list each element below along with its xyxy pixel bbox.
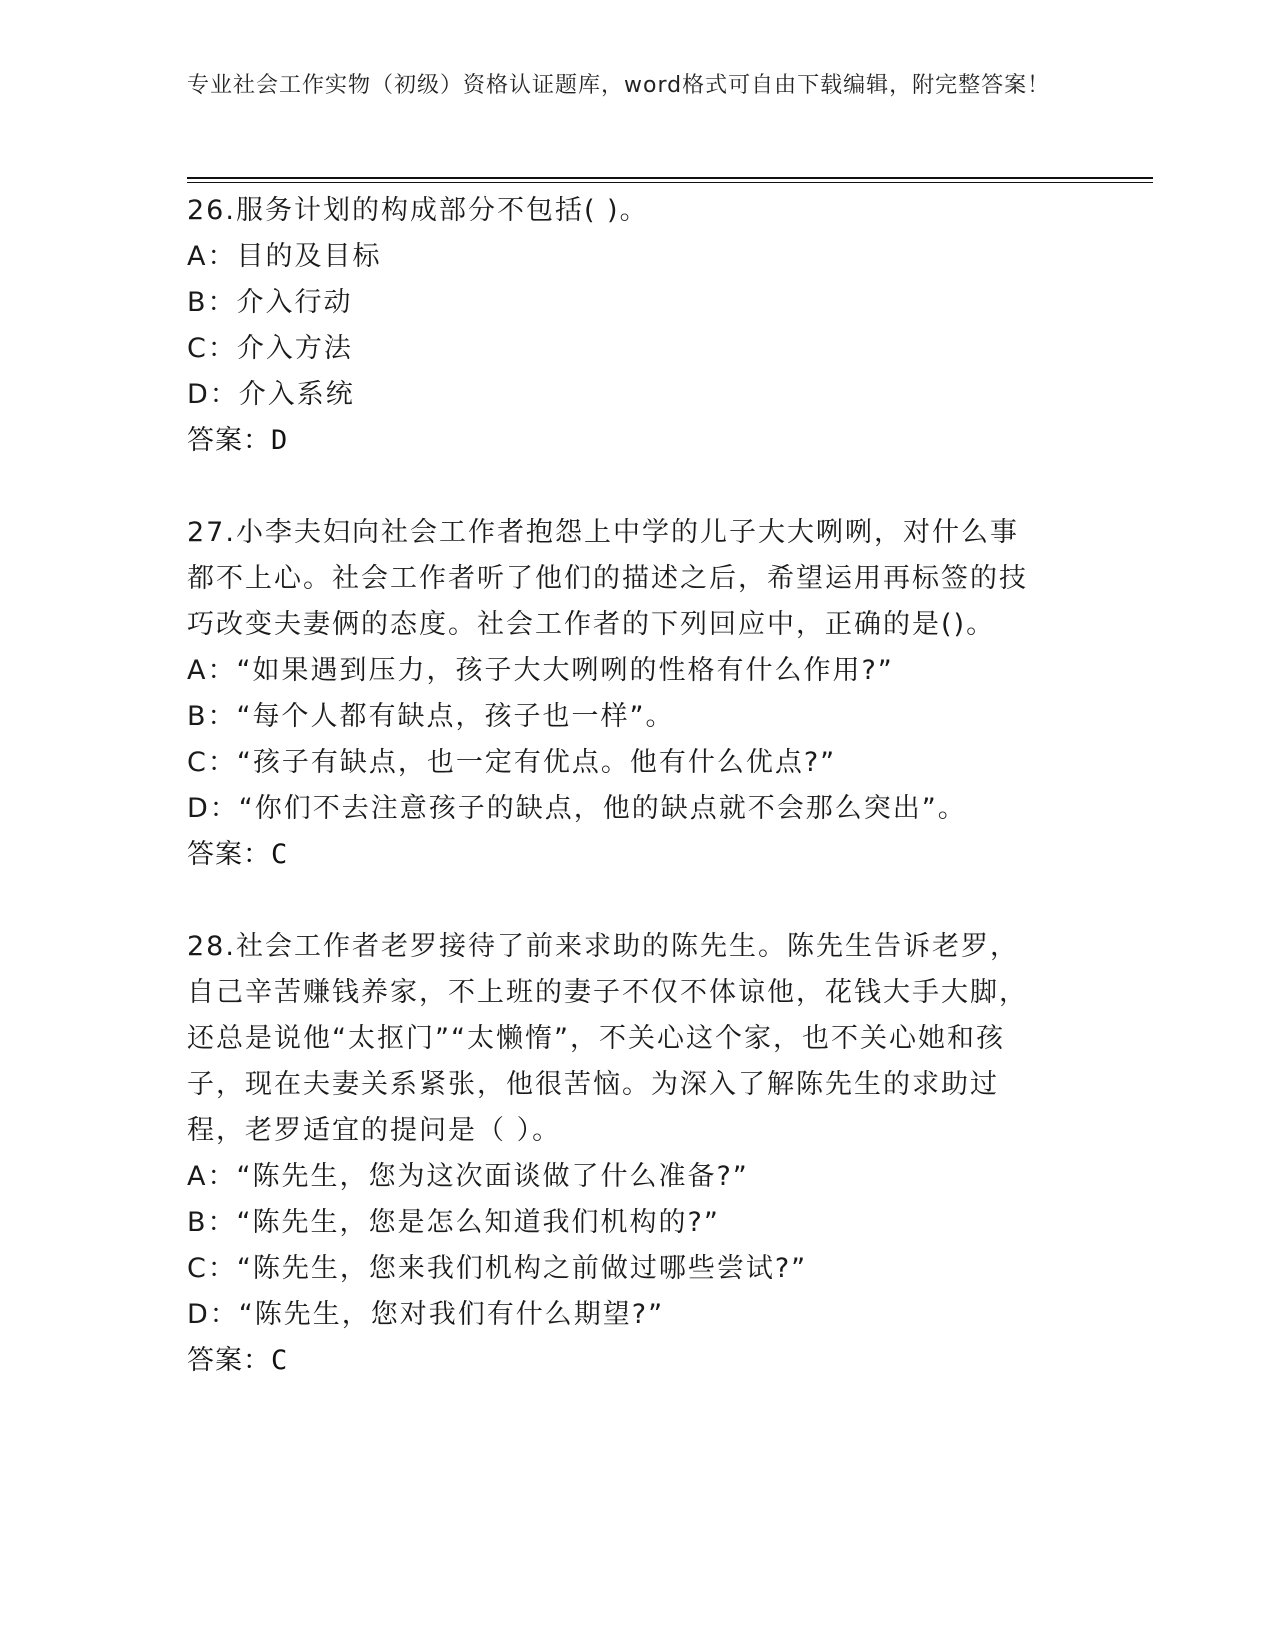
answer-value: D (271, 425, 289, 456)
question-text: 26.服务计划的构成部分不包括( )。 (187, 195, 649, 226)
option-b: B：“每个人都有缺点，孩子也一样”。 (187, 701, 675, 732)
option-d: D：“陈先生，您对我们有什么期望?” (187, 1299, 665, 1330)
answer-label: 答案： (187, 425, 271, 456)
page-header: 专业社会工作实物（初级）资格认证题库，word格式可自由下载编辑，附完整答案！ (187, 73, 1051, 98)
option-c: C：“孩子有缺点，也一定有优点。他有什么优点?” (187, 747, 837, 778)
option-b: B：“陈先生，您是怎么知道我们机构的?” (187, 1207, 720, 1238)
question-28 (187, 924, 1087, 1384)
question-spacer (187, 878, 1087, 924)
option-d: D：介入系统 (187, 379, 355, 410)
option-a: A：“陈先生，您为这次面谈做了什么准备?” (187, 1161, 749, 1192)
question-list (187, 188, 1087, 1384)
answer-line (187, 832, 1087, 878)
answer-value: C (271, 1345, 289, 1376)
option-a: A：目的及目标 (187, 241, 382, 272)
option-b: B：介入行动 (187, 287, 353, 318)
answer-line (187, 418, 1087, 464)
option-c: C：“陈先生，您来我们机构之前做过哪些尝试?” (187, 1253, 808, 1284)
question-26 (187, 188, 1087, 464)
header-rule-thin (187, 182, 1153, 183)
answer-line (187, 1338, 1087, 1384)
question-27 (187, 510, 1087, 878)
question-spacer (187, 464, 1087, 510)
header-rule-thick (187, 177, 1153, 179)
answer-value: C (271, 839, 289, 870)
option-d: D：“你们不去注意孩子的缺点，他的缺点就不会那么突出”。 (187, 793, 967, 824)
answer-label: 答案： (187, 1345, 271, 1376)
option-c: C：介入方法 (187, 333, 353, 364)
question-text: 27.小李夫妇向社会工作者抱怨上中学的儿子大大咧咧，对什么事都不上心。社会工作者听了他们的描述之后，希望运用再标签的技巧改变夫妻俩的态度。社会工作者的下列回应中，正确的是()。 (187, 517, 1028, 640)
answer-label: 答案： (187, 839, 271, 870)
question-text: 28.社会工作者老罗接待了前来求助的陈先生。陈先生告诉老罗，自己辛苦赚钱养家，不上班的妻子不仅不体谅他，花钱大手大脚，还总是说他“太抠门”“太懒惰”，不关心这个家，也不关心她和孩子，现在夫妻关系紧张，他很苦恼。为深入了解陈先生的求助过程，老罗适宜的提问是（ ）。 (187, 931, 1028, 1146)
option-a: A：“如果遇到压力，孩子大大咧咧的性格有什么作用?” (187, 655, 894, 686)
